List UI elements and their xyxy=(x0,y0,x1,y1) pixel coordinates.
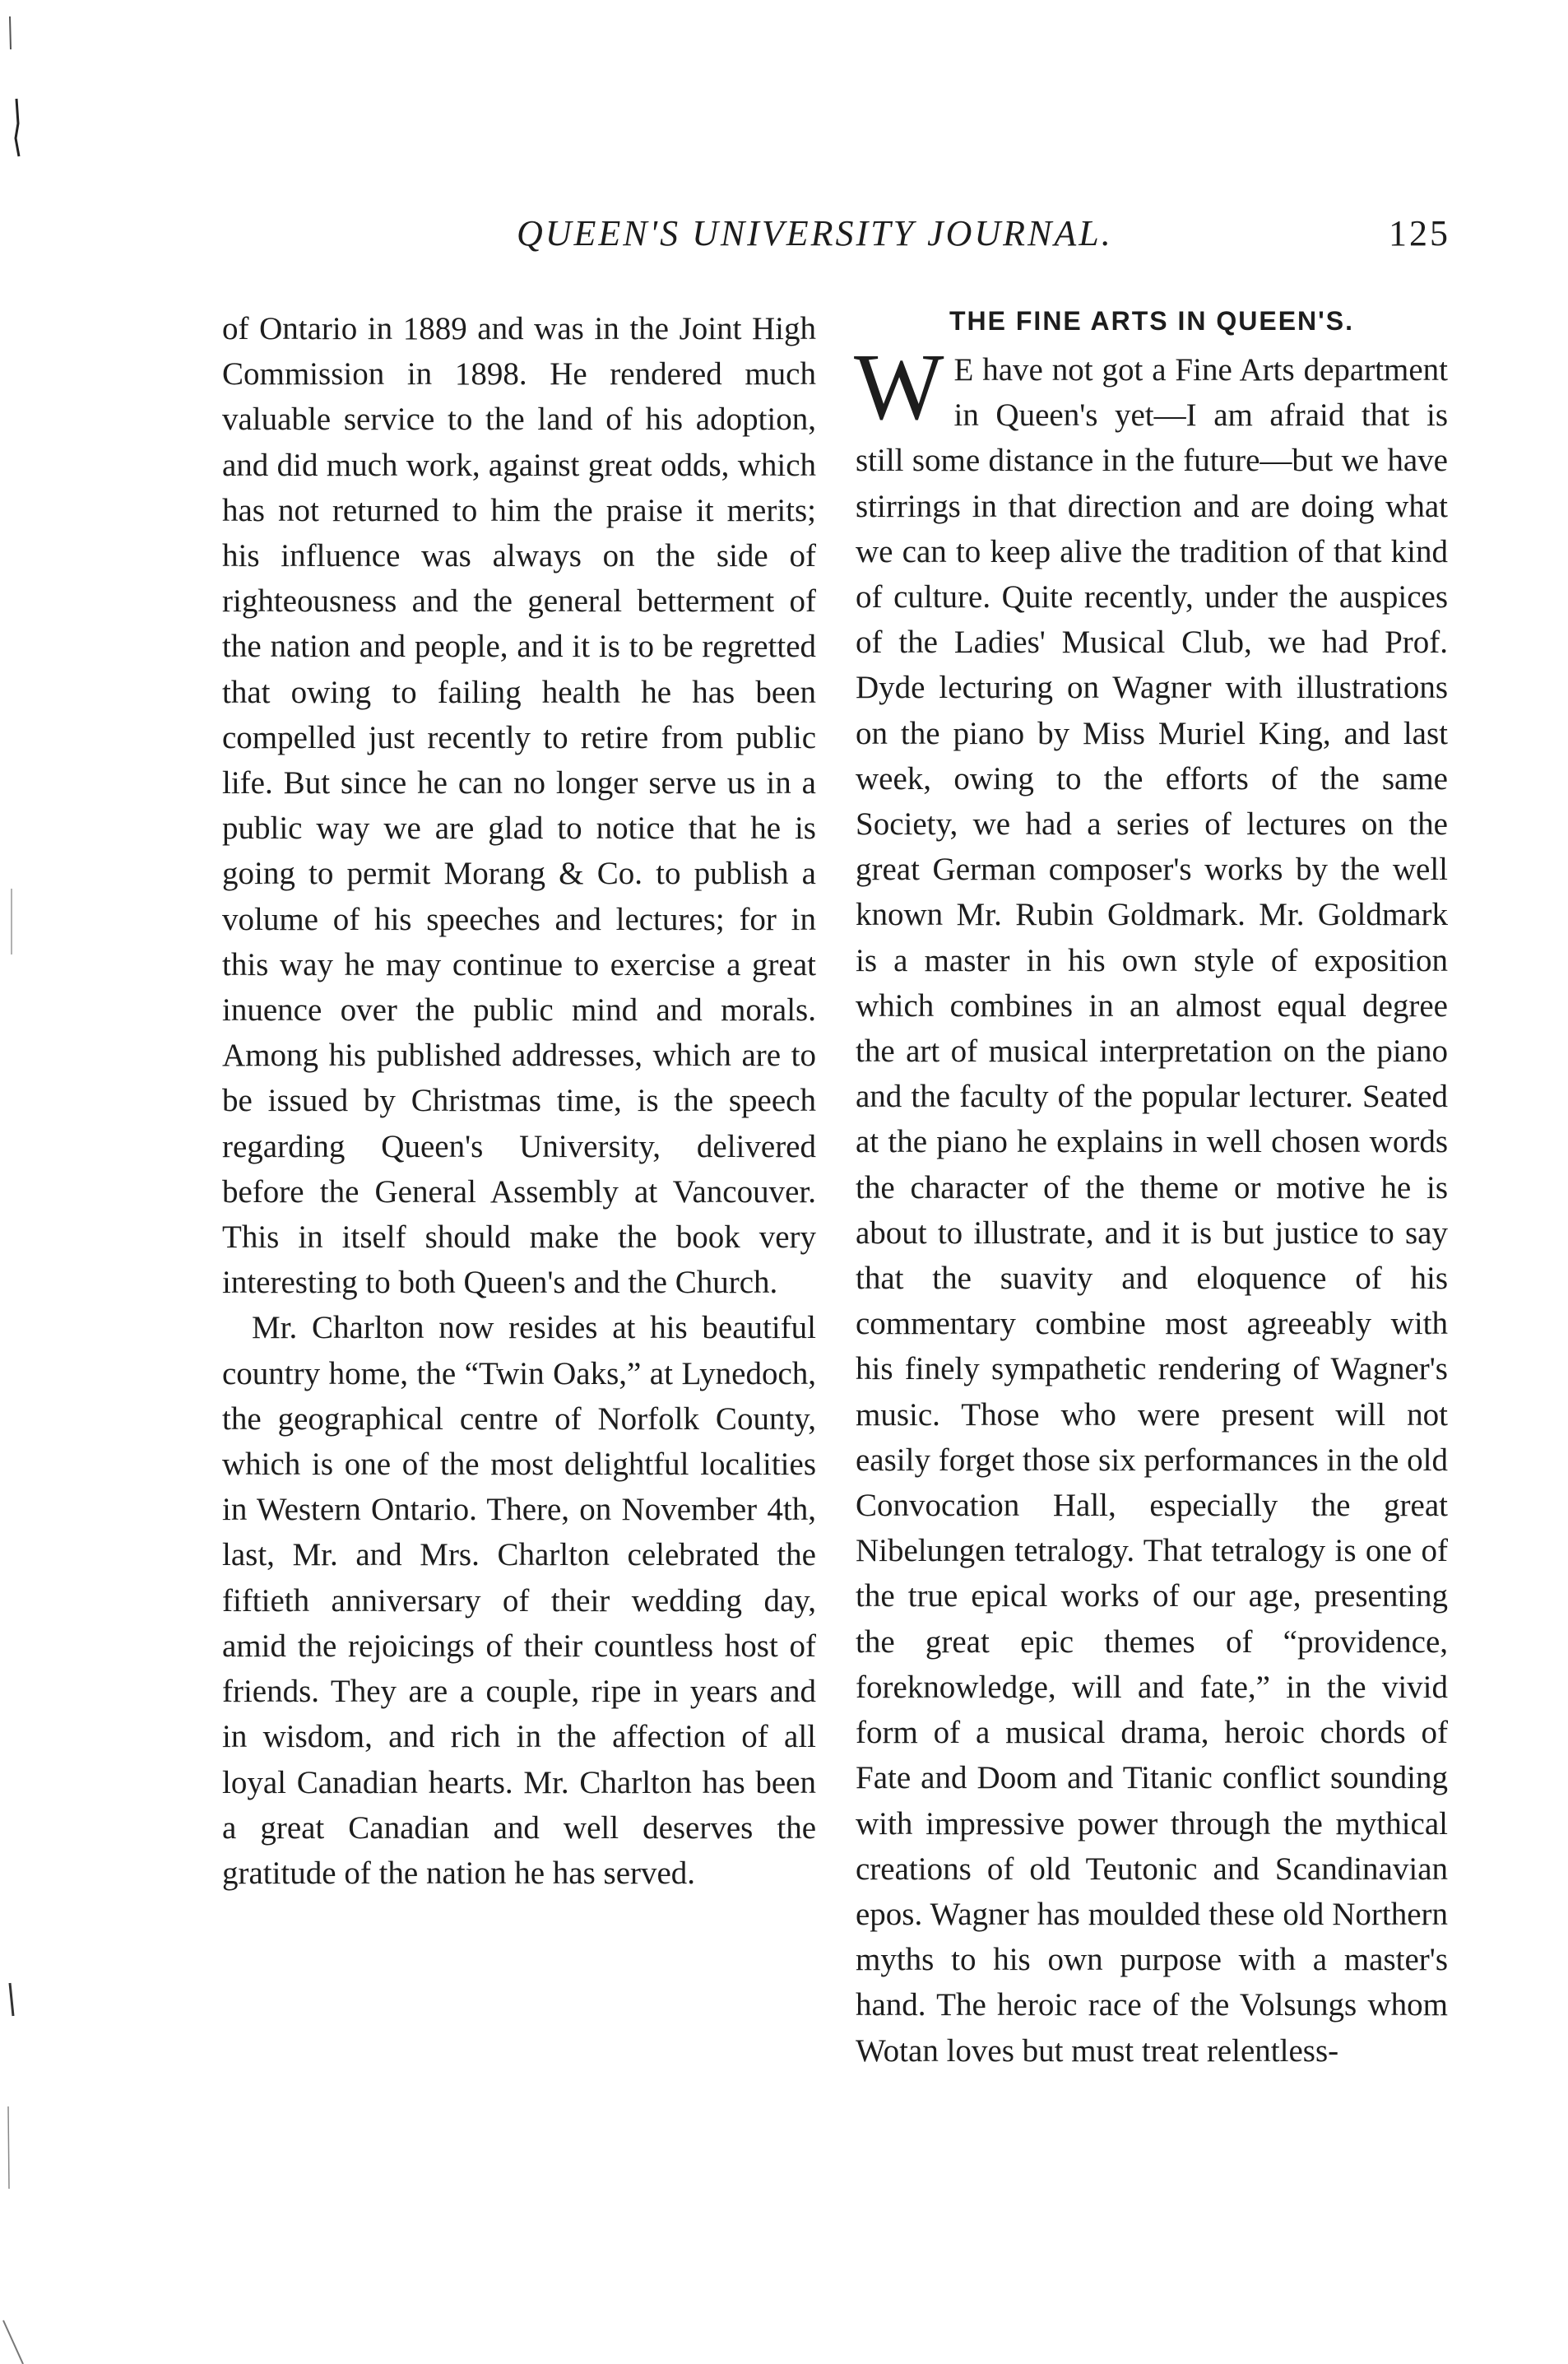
left-column xyxy=(222,306,816,1896)
scan-edge-marks xyxy=(0,0,25,2364)
paragraph-text: E have not got a Fine Arts department in Queen's yet—I am afraid that is still some distance in the future—but we have stirrings in that direction and are doing what we can to keep alive the tradition of that kind of culture. Quite recently, under the auspices of the Ladies' Musical Club, we had Prof. Dyde lecturing on Wagner with illustrations on the piano by Miss Muriel King, and last week, owing to the efforts of the same Society, we had a series of lectures on the great German composer's works by the well known Mr. Rubin Goldmark. Mr. Goldmark is a master in his own style of exposition which combines in an almost equal degree the art of musical interpretation on the piano and the faculty of the popular lecturer. Seated at the piano he explains in well chosen words the character of the theme or motive he is about to illustrate, and it is but justice to say that the suavity and eloquence of his commentary combine most agreeably with his finely sympathetic rendering of Wagner's music. Those who were present will not easily forget those six performances in the old Convocation Hall, especially the great Nibelungen tetralogy. That tetralogy is one of the true epical works of our age, presenting the great epic themes of “providence, foreknowledge, will and fate,” in the vivid form of a musical drama, heroic chords of Fate and Doom and Titanic conflict sounding with impressive power through the mythical creations of old Teutonic and Scandinavian epos. Wagner has moulded these old Northern myths to his own purpose with a master's hand. The heroic race of the Volsungs whom Wotan loves but must treat relentless- xyxy=(856,352,1448,2069)
drop-cap: W xyxy=(854,335,944,440)
right-column xyxy=(856,306,1448,2074)
running-head: QUEEN'S UNIVERSITY JOURNAL. xyxy=(517,213,1113,253)
page-number: 125 xyxy=(1389,213,1450,253)
paragraph xyxy=(854,335,1448,2074)
paragraph: Mr. Charlton now resides at his beautiful country home, the “Twin Oaks,” at Lynedoch, the geographical centre of Norfolk County, which is one of the most delightful localities in Western Ontario. There, on November 4th, last, Mr. and Mrs. Charlton celebrated the fiftieth anniversary of their wedding day, amid the rejoicings of their countless host of friends. They are a couple, ripe in years and in wisdom, and rich in the affection of all loyal Canadian hearts. Mr. Charlton has been a great Canadian and well deserves the gratitude of the nation he has served. xyxy=(222,1310,816,1891)
page-header xyxy=(0,212,1568,270)
paragraph: of Ontario in 1889 and was in the Joint High Commission in 1898. He rendered much valuable service to the land of his adoption, and did much work, against great odds, which has not returned to him the praise it merits; his influence was always on the side of righteousness and the general betterment of the nation and people, and it is to be regretted that owing to failing health he has been compelled just recently to retire from public life. But since he can no longer serve us in a public way we are glad to notice that he is going to permit Morang & Co. to publish a volume of his speeches and lectures; for in this way he may continue to exercise a great inuence over the public mind and morals. Among his published addresses, which are to be issued by Christmas time, is the speech regarding Queen's University, delivered before the General Assembly at Vancouver. This in itself should make the book very interesting to both Queen's and the Church. xyxy=(222,311,816,1301)
article-title: THE FINE ARTS IN QUEEN'S. xyxy=(949,306,1354,336)
